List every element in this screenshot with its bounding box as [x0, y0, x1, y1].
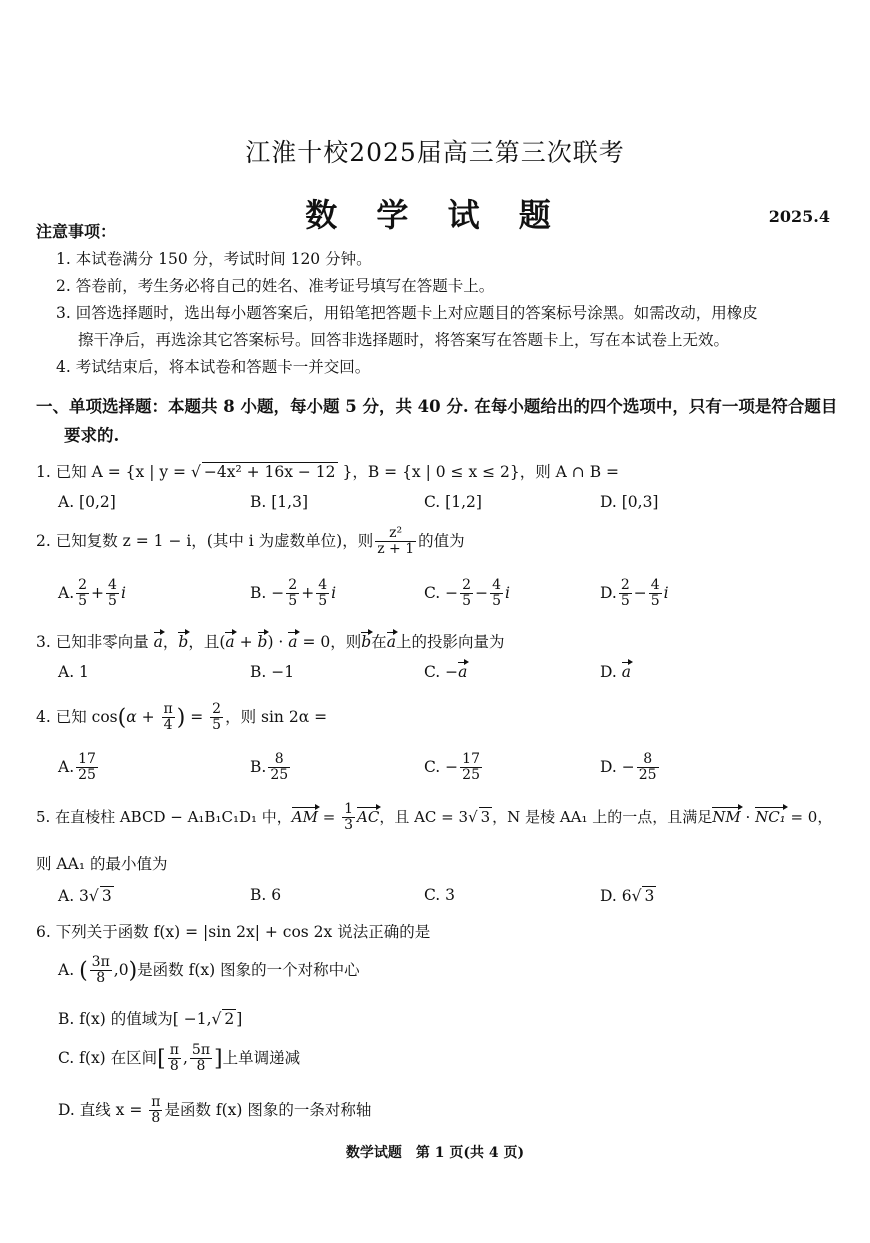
q3-option-b: B. −1 — [250, 663, 295, 681]
question-4: 4. 已知 cos(α + $\frac{\pi}{4}$ ) = $\frac{2}{5}$ ，则 sin 2α = — [36, 701, 328, 734]
q4-option-b: B. $\frac{8}{25}$ — [250, 751, 289, 784]
q2-fraction: $\frac{\text{z²}}{z + 1}$ — [377, 525, 415, 558]
notice-item-4: 4. 考试结束后，将本试卷和答题卡一并交回。 — [56, 358, 371, 376]
section-heading-cont: 要求的. — [64, 426, 120, 445]
q6-option-d: D. 直线 x = $\frac{\pi}{8}$ 是函数 f(x) 图象的一条对称轴 — [58, 1094, 372, 1127]
question-6: 6. 下列关于函数 f(x) = |sin 2x| + cos 2x 说法正确的是 — [36, 923, 431, 941]
notice-heading: 注意事项： — [36, 222, 117, 241]
notice-item-3: 3. 回答选择题时，选出每小题答案后，用铅笔把答题卡上对应题目的答案标号涂黑。如需改动，用橡皮 — [56, 304, 758, 322]
q2-option-d: D. $\frac{2}{5}$ − $\frac{4}{5}$ i — [600, 577, 669, 610]
q1-option-c: C. [1,2] — [424, 493, 482, 511]
q6-option-c: C. f(x) 在区间[ $\frac{\pi}{8}$ , $\frac{5\pi}{8}$ ]上单调递减 — [58, 1042, 301, 1075]
q5-option-c: C. 3 — [424, 886, 456, 904]
notice-item-3-cont: 擦干净后，再选涂其它答案标号。回答非选择题时，将答案写在答题卡上，写在本试卷上无效。 — [78, 331, 730, 349]
q4-option-d: D. − $\frac{8}{25}$ — [600, 751, 657, 784]
q1-option-b: B. [1,3] — [250, 493, 308, 511]
exam-title: 江淮十校2025届高三第三次联考 — [245, 138, 625, 167]
question-3: 3. 已知非零向量 a，b，且(a + b) · a = 0，则b在a上的投影向量为 — [36, 633, 505, 651]
q2-option-a: A. $\frac{2}{5}$ + $\frac{4}{5}$ i — [58, 577, 126, 610]
question-2: 2. 已知复数 z = 1 − i，(其中 i 为虚数单位)，则 $\frac{\text{z²}}{z + 1}$ 的值为 — [36, 525, 465, 558]
question-1: 1. 已知 A = {x | y = √ −4x² + 16x − 12 }，B = {x | 0 ≤ x ≤ 2}，则 A ∩ B = — [36, 463, 620, 481]
q2-option-c: C. − $\frac{2}{5}$ − $\frac{4}{5}$ i — [424, 577, 510, 610]
question-5: 5. 在直棱柱 ABCD − A₁B₁C₁D₁ 中，AM = $\frac{1}{3}$ AC，且 AC = 3√ 3 ，N 是棱 AA₁ 上的一点，且满足NM · NC₁ = 0， — [36, 801, 833, 834]
q1-radicand: −4x² + 16x − 12 — [203, 463, 336, 481]
q5-option-b: B. 6 — [250, 886, 282, 904]
exam-date: 2025.4 — [768, 207, 830, 226]
section-heading: 一、单项选择题：本题共 8 小题，每小题 5 分，共 40 分. 在每小题给出的四个选项中，只有一项是符合题目 — [36, 397, 838, 416]
q6-option-a: A. ( $\frac{3\pi}{8}$ ,0)是函数 f(x) 图象的一个对称中心 — [58, 954, 360, 987]
page-footer: 数学试题 第 1 页(共 4 页) — [345, 1145, 525, 1161]
notice-item-2: 2. 答卷前，考生务必将自己的姓名、准考证号填写在答题卡上。 — [56, 277, 495, 295]
subject-title: 数 学 试 题 — [305, 196, 565, 234]
q3-option-d: D. a — [600, 663, 631, 681]
q4-option-a: A. $\frac{17}{25}$ — [58, 751, 96, 784]
q3-option-c: C. −a — [424, 663, 468, 681]
q5-option-a: A. 3√ 3 — [58, 887, 112, 905]
q1-option-d: D. [0,3] — [600, 493, 659, 511]
q6-option-b: B. f(x) 的值域为[ −1,√ 2 ] — [58, 1010, 243, 1028]
q5-option-d: D. 6√ 3 — [600, 887, 655, 905]
q2-option-b: B. − $\frac{2}{5}$ + $\frac{4}{5}$ i — [250, 577, 337, 610]
q1-option-a: A. [0,2] — [58, 493, 116, 511]
notice-item-1: 1. 本试卷满分 150 分，考试时间 120 分钟。 — [56, 250, 372, 268]
q3-option-a: A. 1 — [58, 663, 89, 681]
q4-option-c: C. − $\frac{17}{25}$ — [424, 751, 480, 784]
question-5-cont: 则 AA₁ 的最小值为 — [36, 855, 168, 873]
